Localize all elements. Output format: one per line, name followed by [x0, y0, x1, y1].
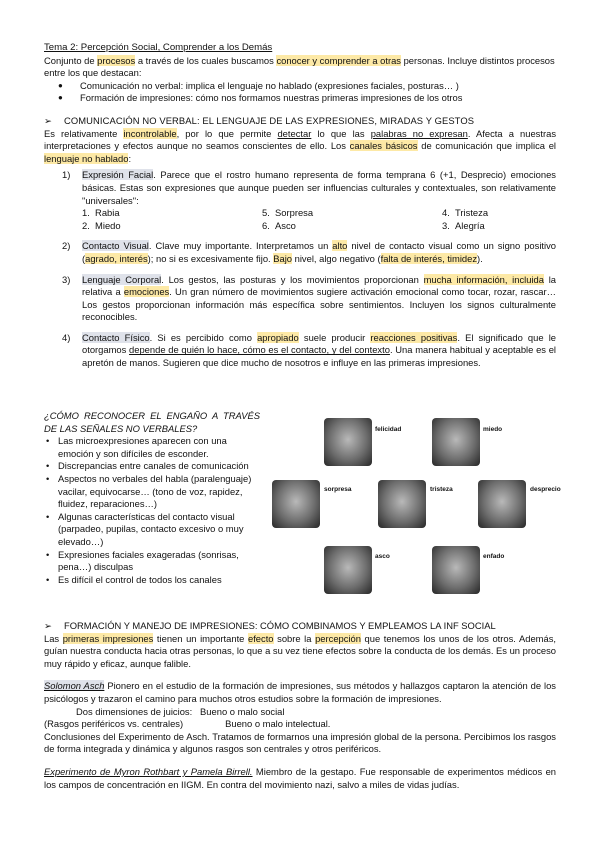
list-item: • Las microexpresiones aparecen con una emoción y son difíciles de esconder.	[46, 435, 260, 460]
deception-section	[44, 410, 561, 615]
deception-question: ¿CÓMO RECONOCER EL ENGAÑO A TRAVÉS DE LAS SEÑALES NO VERBALES?	[44, 410, 260, 434]
face-label: enfado	[483, 553, 505, 560]
asch-traits: (Rasgos periféricos vs. centrales) Bueno o malo intelectual.	[44, 718, 331, 730]
asch-conclusions: Conclusiones del Experimento de Asch. Tratamos de formarnos una impresión global de la persona. Percibimos los rasgos de forma integrada y dinámica y algunos rasgos son centrales y otros periféricos.	[44, 730, 556, 755]
emotion-item: 1. Rabia	[82, 207, 120, 219]
asch-paragraph: Solomon Asch Pionero en el estudio de la formación de impresiones, sus métodos y hallazgos captaron la atención de los psicólogos y trazaron el camino para muchos otros estudios sobre la formación de impresiones.	[44, 680, 556, 704]
list-item: • Expresiones faciales exageradas (sonrisas, pena…) disculpas	[46, 549, 260, 574]
page-title: Tema 2: Percepción Social, Comprender a los Demás	[44, 42, 273, 53]
list-item: • Aspectos no verbales del habla (paralenguaje) vacilar, equivocarse… (tono de voz, rapidez, fluidez, reparaciones…)	[46, 473, 260, 511]
face-label: asco	[375, 553, 390, 560]
face-image-desprecio	[478, 480, 526, 528]
impressions-paragraph: Las primeras impresiones tienen un importante efecto sobre la percepción que tenemos los unos de los otros. Además, guían nuestra conducta hacia otras personas, lo que a su vez tiene efectos sobre la conducta de los demás. Es un proceso muy rápido y eficaz, aunque falible.	[44, 632, 556, 669]
face-label: felicidad	[375, 426, 402, 433]
intro-bullets	[44, 80, 556, 105]
emotion-item: 4. Tristeza	[442, 207, 489, 219]
face-image-enfado	[432, 546, 480, 594]
face-image-tristeza	[378, 480, 426, 528]
section-heading-nonverbal: ➢ COMUNICACIÓN NO VERBAL: EL LENGUAJE DE LAS EXPRESIONES, MIRADAS Y GESTOS	[44, 114, 475, 126]
face-label: sorpresa	[324, 486, 352, 493]
emotion-item: 5. Sorpresa	[262, 207, 314, 219]
list-item: • Discrepancias entre canales de comunicación	[46, 460, 260, 473]
list-item: • Algunas características del contacto visual (parpadeo, pupilas, contacto excesivo o muy elevado…)	[46, 511, 260, 549]
intro-paragraph: Conjunto de procesos a través de los cuales buscamos conocer y comprender a otras personas. Incluye distintos procesos entre los que destacan:	[44, 54, 555, 79]
emotion-item: 2. Miedo	[82, 219, 121, 231]
face-label: desprecio	[530, 486, 561, 493]
face-label: miedo	[483, 426, 503, 433]
deception-column	[44, 410, 260, 586]
deception-list	[44, 435, 260, 586]
list-item: ● Comunicación no verbal: implica el lenguaje no hablado (expresiones faciales, posturas… )	[58, 80, 556, 93]
face-image-sorpresa	[272, 480, 320, 528]
asch-dimensions: Dos dimensiones de juicios: Bueno o malo social	[76, 705, 285, 717]
arrow-icon: ➢	[44, 620, 52, 631]
page	[44, 42, 556, 370]
arrow-icon: ➢	[44, 114, 52, 126]
impressions-section	[44, 620, 556, 791]
emotions-list	[82, 207, 556, 232]
emotion-faces-figure	[272, 418, 561, 608]
item-physical-contact: 4) Contacto Físico. Si es percibido como apropiado suele producir reacciones positivas. El significado que le otorgamos depende de quién lo hace, cómo es el contacto, y del contexto. Una manera habitual y aceptable es el apretón de manos. Sugieren que dice mucho de nosotros e influye en las primeras impresiones.	[62, 331, 556, 369]
item-facial-expression: 1) Expresión Facial. Parece que el rostro humano representa de forma temprana 6 (+1, Desprecio) emociones básicas. Estas son expresiones que aunque pueden ser influencias culturales y contextuales, son relativamente "universales":	[62, 169, 556, 206]
nonverbal-paragraph: Es relativamente incontrolable, por lo que permite detectar lo que las palabras no expresan. Afecta a nuestras interpretaciones y efectos aunque no seamos conscientes de ello. Los canales básicos de comunicación que implica el lenguaje no hablado:	[44, 127, 557, 164]
rothbart-paragraph: Experimento de Myron Rothbart y Pamela Birrell. Miembro de la gestapo. Fue responsable de experimentos médicos en los campos de concentración en IIGM. En contra del movimiento nazi, salvo a miles de vidas judías.	[44, 765, 556, 790]
section-heading-impressions: ➢ FORMACIÓN Y MANEJO DE IMPRESIONES: CÓMO COMBINAMOS Y EMPLEAMOS LA INF SOCIAL	[44, 620, 496, 631]
face-image-felicidad	[324, 418, 372, 466]
item-body-language: 3) Lenguaje Corporal. Los gestos, las posturas y los movimientos proporcionan mucha información, incluida la relativa a emociones. Un gran número de movimientos sugiere activación emocional como tocar, rozar, rascar… Los gestos proporcionan información más específica sobre sentimientos. Incluyen los signos culturalmente reconocibles.	[62, 273, 556, 323]
list-item: ● Formación de impresiones: cómo nos formamos nuestras primeras impresiones de los otros	[58, 92, 556, 105]
face-image-miedo	[432, 418, 480, 466]
face-label: tristeza	[430, 486, 453, 493]
item-eye-contact: 2) Contacto Visual. Clave muy importante. Interpretamos un alto nivel de contacto visual como un signo positivo (agrado, interés); no si es excesivamente fijo. Bajo nivel, algo negativo (falta de interés, timidez).	[62, 240, 556, 264]
emotion-item: 3. Alegría	[442, 219, 485, 231]
list-item: • Es difícil el control de todos los canales	[46, 574, 260, 587]
emotion-item: 6. Asco	[262, 219, 296, 231]
face-image-asco	[324, 546, 372, 594]
